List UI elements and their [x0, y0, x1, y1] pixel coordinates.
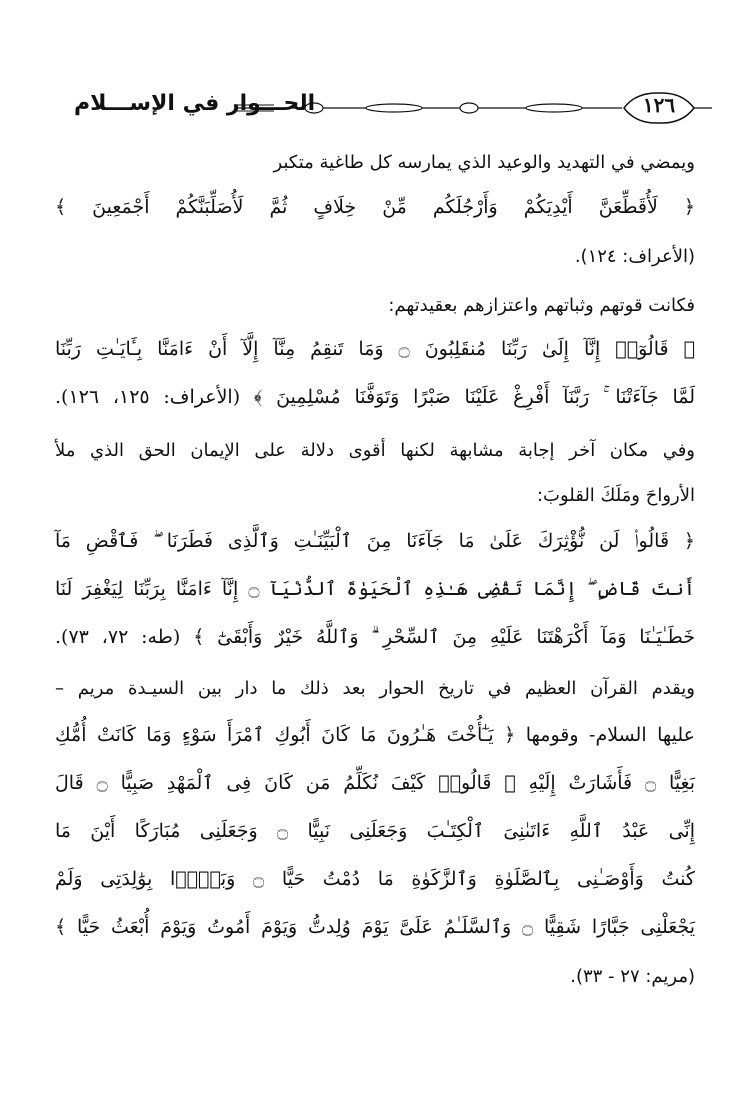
- running-title: الحـــوار في الإســـلام: [74, 91, 316, 116]
- quran-verse-line: ﴿ لَأُقَطِّعَنَّ أَيْدِيَكُمْ وَأَرْجُلَكُم مِّنْ خِلَافٍ ثُمَّ لَأُصَلِّبَنَّكُمْ أَجْمَعِينَ ﴾: [55, 196, 695, 218]
- text-line: ويقدم القرآن العظيم في تاريخ الحوار بعد ذلك ما دار بين السيـدة مريم –: [55, 678, 695, 699]
- text-line: الأرواحَ ومَلَكَ القلوبَ:: [536, 485, 695, 506]
- quran-verse-line: لَمَّا جَآءَتْنَا ۚ رَبَّنَآ أَفْرِغْ عَلَيْنَا صَبْرًا وَتَوَفَّنَا مُسْلِمِينَ ﴾ (الأعراف: ١٢٥، ١٢٦).: [55, 386, 696, 408]
- text-line: ويمضي في التهديد والوعيد الذي يمارسه كل طاغية متكبر: [273, 152, 695, 173]
- text-line: وفي مكان آخر إجابة مشابهة لكنها أقوى دلالة على الإيمان الحق الذي ملأ: [55, 440, 695, 461]
- quran-verse-line: بَغِيًّا ۝ فَأَشَارَتْ إِلَيْهِ ۖ قَالُوا۟ كَيْفَ نُكَلِّمُ مَن كَانَ فِى ٱلْمَهْدِ صَبِيًّا ۝ قَالَ: [55, 772, 696, 794]
- quran-verse-line: كُنتُ وَأَوْصَـٰنِى بِٱلصَّلَوٰةِ وَٱلزَّكَوٰةِ مَا دُمْتُ حَيًّا ۝ وَبَرًّۢا بِوَٰلِدَتِى وَلَمْ: [55, 868, 695, 890]
- quran-verse-line: خَطَـٰيَـٰنَا وَمَآ أَكْرَهْتَنَا عَلَيْهِ مِنَ ٱلسِّحْرِ ۗ وَٱللَّهُ خَيْرٌ وَأَبْقَىٰٓ ﴾ (طه: ٧٢، ٧٣).: [55, 626, 696, 648]
- quran-verse-line: ﴿ قَالُوٓا۟ إِنَّآ إِلَىٰ رَبِّنَا مُنقَلِبُونَ ۝ وَمَا تَنقِمُ مِنَّآ إِلَّآ أَنْ ءَامَنَّا بِـَٔايَـٰتِ رَبِّنَا: [55, 338, 695, 360]
- page-number: ١٢٦: [642, 93, 676, 117]
- quran-verse-line: ﴿ قَالُوا۟ لَن نُّؤْثِرَكَ عَلَىٰ مَا جَآءَنَا مِنَ ٱلْبَيِّنَـٰتِ وَٱلَّذِى فَطَرَنَا ۖ فَٱقْضِ مَآ: [55, 530, 695, 552]
- quran-verse-line: إِنِّى عَبْدُ ٱللَّهِ ءَاتَىٰنِىَ ٱلْكِتَـٰبَ وَجَعَلَنِى نَبِيًّا ۝ وَجَعَلَنِى مُبَارَكًا أَيْنَ مَا: [55, 820, 695, 842]
- quran-verse-line: عليها السلام- وقومها ﴿ يَـٰٓأُخْتَ هَـٰرُونَ مَا كَانَ أَبُوكِ ٱمْرَأَ سَوْءٍ وَمَا كَانَتْ أُمُّكِ: [55, 724, 695, 746]
- page-header: [64, 88, 712, 128]
- quran-verse-line: يَجْعَلْنِى جَبَّارًا شَقِيًّا ۝ وَٱلسَّلَـٰمُ عَلَىَّ يَوْمَ وُلِدتُّ وَيَوْمَ أَمُوتُ وَيَوْمَ أُبْعَثُ حَيًّا ﴾: [55, 916, 695, 938]
- quran-verse-line: أَنتَ قَاضٍ ۖ إِنَّمَا تَقْضِى هَـٰذِهِ ٱلْحَيَوٰةَ ٱلدُّنْيَآ ۝ إِنَّآ ءَامَنَّا بِرَبِّنَا لِيَغْفِرَ لَنَا: [55, 578, 695, 600]
- verse-reference: (مريم: ٢٧ - ٣٣).: [570, 966, 695, 987]
- text-line: فكانت قوتهم وثباتهم واعتزازهم بعقيدتهم:: [388, 295, 695, 316]
- verse-reference: (الأعراف: ١٢٤).: [574, 246, 695, 267]
